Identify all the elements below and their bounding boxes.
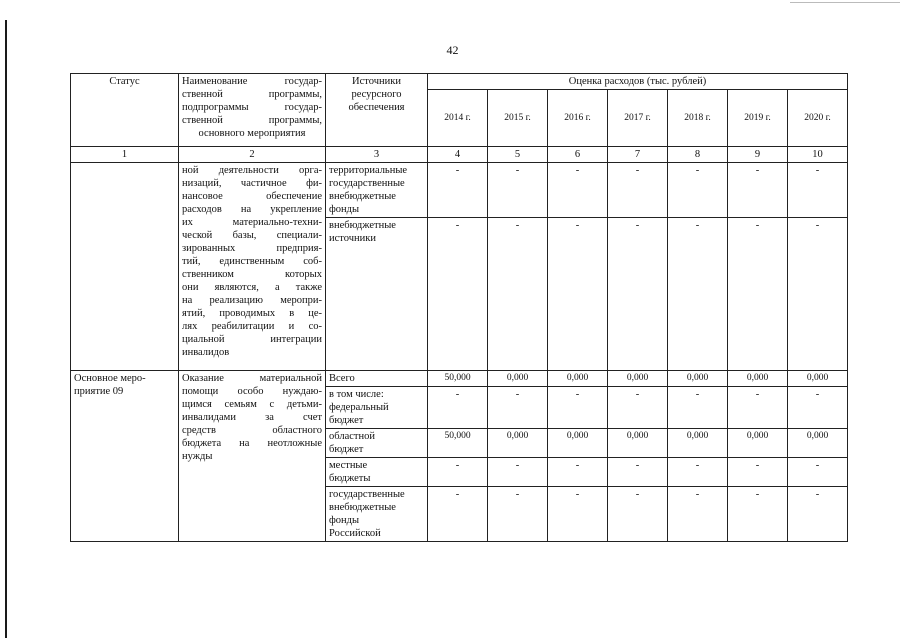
status-cell xyxy=(71,163,179,371)
value-cell: - xyxy=(608,487,668,542)
source-line: фонды xyxy=(329,515,360,526)
value-cell: - xyxy=(548,487,608,542)
value-cell: 0,000 xyxy=(788,429,848,458)
column-number: 10 xyxy=(788,147,848,163)
value-cell: - xyxy=(608,218,668,371)
value-cell: - xyxy=(668,218,728,371)
value-cell: - xyxy=(428,163,488,218)
name-line: расходов на укрепление xyxy=(182,204,322,215)
source-line: источники xyxy=(329,233,376,244)
source-cell xyxy=(326,387,428,429)
value-cell: - xyxy=(428,458,488,487)
column-number: 6 xyxy=(548,147,608,163)
name-line: инвалидов xyxy=(182,347,230,358)
value-cell: - xyxy=(668,487,728,542)
header-sources-line: обеспечения xyxy=(348,102,405,113)
source-cell xyxy=(326,458,428,487)
source-line: внебюджетные xyxy=(329,191,396,202)
header-year: 2020 г. xyxy=(788,90,848,147)
name-line: помощи особо нуждаю- xyxy=(182,386,322,397)
name-line: ственником которых xyxy=(182,269,322,280)
header-year: 2016 г. xyxy=(548,90,608,147)
value-cell: - xyxy=(608,387,668,429)
value-cell: - xyxy=(728,218,788,371)
budget-table xyxy=(70,73,848,542)
name-line: Оказание материальной xyxy=(182,373,322,384)
value-cell: - xyxy=(788,487,848,542)
name-line: зированных предприя- xyxy=(182,243,322,254)
column-number: 5 xyxy=(488,147,548,163)
value-cell: - xyxy=(788,218,848,371)
value-cell: - xyxy=(608,458,668,487)
column-number-row xyxy=(71,147,848,163)
source-line: в том числе: xyxy=(329,389,384,400)
value-cell: - xyxy=(548,218,608,371)
header-sources-line: Источники xyxy=(352,76,401,87)
header-year: 2019 г. xyxy=(728,90,788,147)
source-line: бюджет xyxy=(329,415,364,426)
source-line: федеральный xyxy=(329,402,389,413)
header-year: 2015 г. xyxy=(488,90,548,147)
value-cell: - xyxy=(488,218,548,371)
header-name xyxy=(179,74,326,147)
value-cell: - xyxy=(428,387,488,429)
value-cell: - xyxy=(548,458,608,487)
status-line: приятие 09 xyxy=(74,386,124,397)
source-line: государственные xyxy=(329,489,405,500)
table-row xyxy=(71,371,848,387)
name-line: щимся семьям с детьми- xyxy=(182,399,322,410)
header-name-line: Наименование государ- xyxy=(182,76,322,87)
header-year: 2014 г. xyxy=(428,90,488,147)
source-line: Всего xyxy=(329,373,355,384)
name-line: ятий, проводимых в це- xyxy=(182,308,322,319)
name-cell xyxy=(179,371,326,542)
source-line: внебюджетные xyxy=(329,220,396,231)
column-number: 7 xyxy=(608,147,668,163)
source-cell xyxy=(326,429,428,458)
value-cell: - xyxy=(548,387,608,429)
source-line: государственные xyxy=(329,178,405,189)
header-estimate: Оценка расходов (тыс. рублей) xyxy=(428,74,848,90)
page-number: 42 xyxy=(446,43,459,57)
header-year: 2018 г. xyxy=(668,90,728,147)
value-cell: - xyxy=(488,487,548,542)
source-line: местные xyxy=(329,460,368,471)
status-cell xyxy=(71,371,179,542)
value-cell: 0,000 xyxy=(608,429,668,458)
scan-edge-line xyxy=(5,20,7,638)
value-cell: 0,000 xyxy=(488,429,548,458)
value-cell: 50,000 xyxy=(428,371,488,387)
value-cell: 0,000 xyxy=(728,371,788,387)
header-name-line: подпрограммы государ- xyxy=(182,102,322,113)
value-cell: - xyxy=(728,387,788,429)
value-cell: - xyxy=(548,163,608,218)
value-cell: - xyxy=(668,163,728,218)
source-cell xyxy=(326,218,428,371)
value-cell: - xyxy=(728,163,788,218)
name-line: они являются, а также xyxy=(182,282,322,293)
source-line: Российской xyxy=(329,528,381,539)
table-row xyxy=(71,163,848,218)
value-cell: - xyxy=(608,163,668,218)
name-line: их материально-техни- xyxy=(182,217,322,228)
name-line: инвалидами за счет xyxy=(182,412,322,423)
header-name-line: ственной программы, xyxy=(182,115,322,126)
value-cell: 0,000 xyxy=(548,429,608,458)
scan-corner-mark xyxy=(790,2,900,5)
header-row xyxy=(71,74,848,90)
header-sources xyxy=(326,74,428,147)
column-number: 9 xyxy=(728,147,788,163)
value-cell: - xyxy=(728,458,788,487)
value-cell: - xyxy=(788,458,848,487)
value-cell: 0,000 xyxy=(608,371,668,387)
value-cell: - xyxy=(668,387,728,429)
header-sources-line: ресурсного xyxy=(351,89,402,100)
value-cell: - xyxy=(728,487,788,542)
value-cell: - xyxy=(488,458,548,487)
value-cell: 0,000 xyxy=(548,371,608,387)
column-number: 8 xyxy=(668,147,728,163)
source-line: территориальные xyxy=(329,165,408,176)
name-line: тий, единственным соб- xyxy=(182,256,322,267)
value-cell: 50,000 xyxy=(428,429,488,458)
source-line: бюджеты xyxy=(329,473,371,484)
name-line: ческой базы, специали- xyxy=(182,230,322,241)
value-cell: - xyxy=(428,487,488,542)
value-cell: - xyxy=(668,458,728,487)
header-year: 2017 г. xyxy=(608,90,668,147)
source-line: областной xyxy=(329,431,375,442)
budget-table-body xyxy=(71,74,848,542)
column-number: 1 xyxy=(71,147,179,163)
header-name-line: ственной программы, xyxy=(182,89,322,100)
value-cell: 0,000 xyxy=(728,429,788,458)
name-line: лях реабилитации и со- xyxy=(182,321,322,332)
source-cell xyxy=(326,487,428,542)
value-cell: 0,000 xyxy=(488,371,548,387)
source-cell xyxy=(326,163,428,218)
value-cell: - xyxy=(428,218,488,371)
source-line: внебюджетные xyxy=(329,502,396,513)
name-line: нужды xyxy=(182,451,213,462)
value-cell: - xyxy=(788,163,848,218)
name-line: на реализацию меропри- xyxy=(182,295,322,306)
header-name-line: основного мероприятия xyxy=(198,128,306,139)
value-cell: 0,000 xyxy=(668,371,728,387)
name-line: ной деятельности орга- xyxy=(182,165,322,176)
value-cell: - xyxy=(488,163,548,218)
source-line: бюджет xyxy=(329,444,364,455)
source-line: фонды xyxy=(329,204,360,215)
name-line: бюджета на неотложные xyxy=(182,438,322,449)
value-cell: 0,000 xyxy=(788,371,848,387)
status-line: Основное меро- xyxy=(74,373,146,384)
column-number: 2 xyxy=(179,147,326,163)
column-number: 4 xyxy=(428,147,488,163)
name-line: нансовое обеспечение xyxy=(182,191,322,202)
name-line: циальной интеграции xyxy=(182,334,322,345)
value-cell: - xyxy=(488,387,548,429)
name-line: средств областного xyxy=(182,425,322,436)
value-cell: 0,000 xyxy=(668,429,728,458)
value-cell: - xyxy=(788,387,848,429)
name-line: низаций, частичное фи- xyxy=(182,178,322,189)
name-cell xyxy=(179,163,326,371)
source-cell xyxy=(326,371,428,387)
header-status: Статус xyxy=(71,74,179,147)
column-number: 3 xyxy=(326,147,428,163)
